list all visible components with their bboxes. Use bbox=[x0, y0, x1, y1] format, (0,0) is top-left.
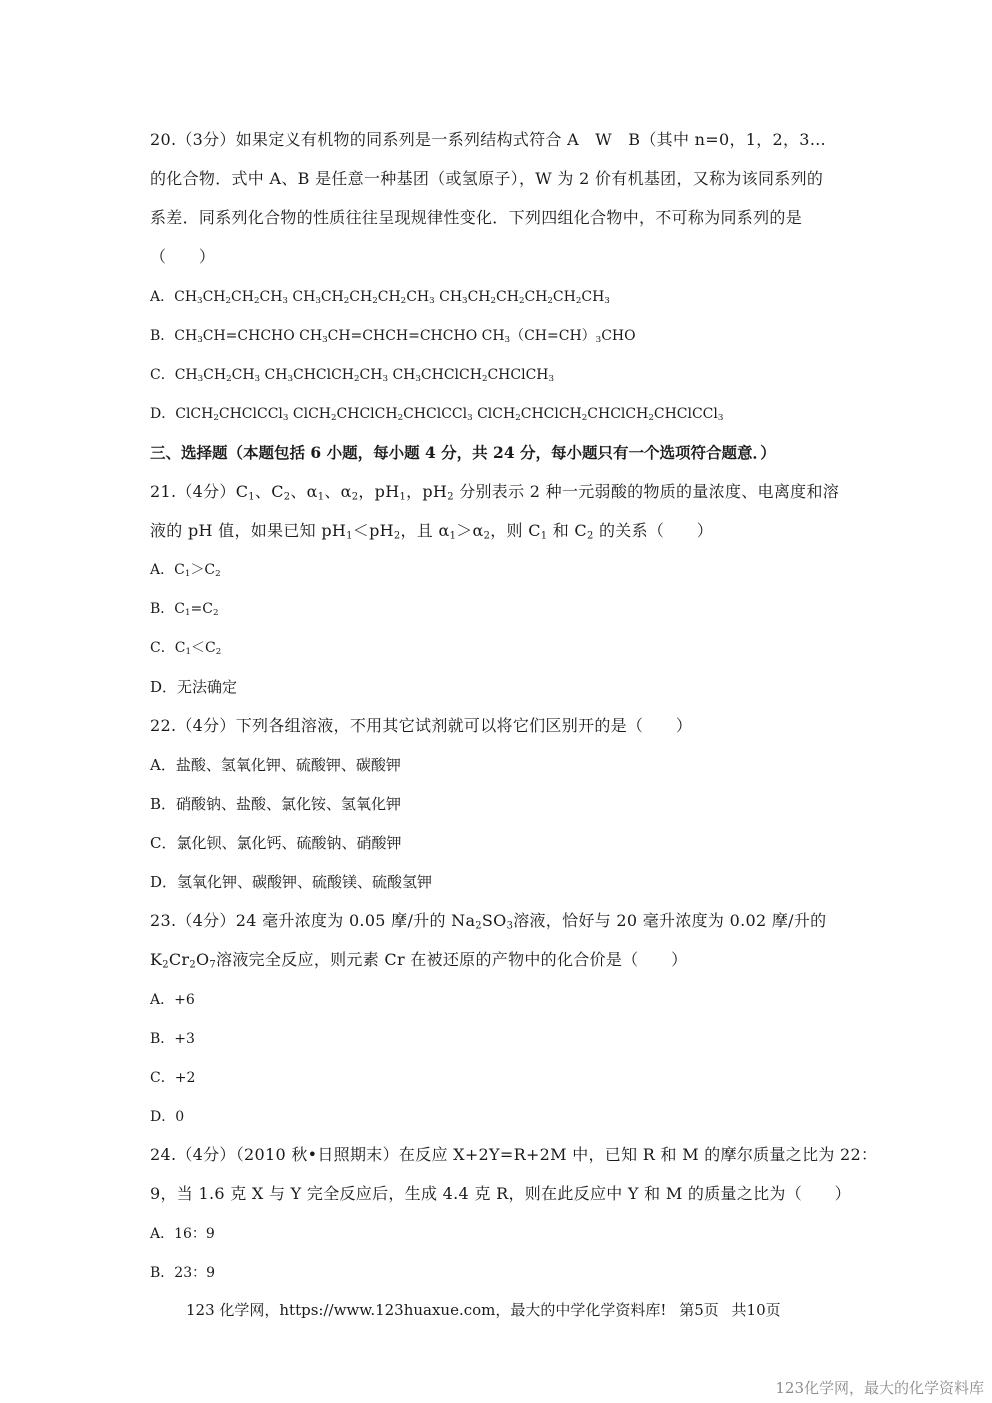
q23-option-d: D．0 bbox=[150, 1109, 185, 1125]
q24-option-a: A．16：9 bbox=[150, 1226, 215, 1242]
footer-total-pages: 共10页 bbox=[731, 1301, 781, 1319]
q22-option-d: D．氢氧化钾、碳酸钾、硫酸镁、硫酸氢钾 bbox=[150, 873, 433, 891]
q21-stem-line-2: 液的 pH 值，如果已知 $pH_1<pH_2$，且 $\alpha_1>\alpha_2$，则 $C_1$ 和 $C_2$ 的关系（ ） bbox=[150, 521, 714, 542]
q20-option-d: D．ClCH$_2$CHClCCl$_3$ ClCH$_2$CHClCH$_2$CHClCCl$_3$ ClCH$_2$CHClCH$_2$CHClCH$_2$CHClCCl$_3$ bbox=[150, 406, 724, 424]
q20-stem-line-1: 20.（3分）如果定义有机物的同系列是一系列结构式符合 A W B（其中 n=0，1，2，3… bbox=[150, 130, 827, 149]
q24-option-b: B．23：9 bbox=[150, 1265, 216, 1281]
page-footer bbox=[186, 1300, 789, 1320]
footer-site-text: 123 化学网，https://www.123huaxue.com，最大的中学化学资料库! bbox=[186, 1301, 667, 1319]
q23-stem-line-1: 23.（4分）24 毫升浓度为 0.05 摩/升的 $Na_2SO_3$溶液，恰好与 20 毫升浓度为 0.02 摩/升的 bbox=[150, 911, 827, 932]
q22-stem: 22.（4分）下列各组溶液，不用其它试剂就可以将它们区别开的是（ ） bbox=[150, 716, 693, 735]
q21-option-b: B．$C_1=C_2$ bbox=[150, 601, 219, 619]
q21-option-c: C．$C_1<C_2$ bbox=[150, 640, 222, 658]
q22-option-a: A．盐酸、氢氧化钾、硫酸钾、碳酸钾 bbox=[150, 756, 401, 774]
q20-stem-line-3: 系差．同系列化合物的性质往往呈现规律性变化．下列四组化合物中，不可称为同系列的是 bbox=[150, 208, 803, 227]
watermark-text: 123化学网，最大的化学资料库 bbox=[775, 1379, 984, 1397]
q24-stem-line-2: 9，当 1.6 克 X 与 Y 完全反应后，生成 4.4 克 R，则在此反应中 Y 和 M 的质量之比为（ ） bbox=[150, 1184, 851, 1203]
q21-stem-line-1: 21.（4分）$C_1$、$C_2$、$\alpha_1$、$\alpha_2$，$pH_1$，$pH_2$ 分别表示 2 种一元弱酸的物质的量浓度、电离度和溶 bbox=[150, 482, 840, 503]
footer-page-number: 第5页 bbox=[679, 1301, 719, 1319]
q24-stem-line-1: 24.（4分）（2010 秋•日照期末）在反应 X+2Y=R+2M 中，已知 R 和 M 的摩尔质量之比为 22： bbox=[150, 1145, 878, 1164]
q22-option-c: C．氯化钡、氯化钙、硫酸钠、硝酸钾 bbox=[150, 834, 402, 852]
q20-option-c: C．$CH_3CH_2CH_3$ $CH_3CHClCH_2CH_3$ $CH_3CHClCH_2CHClCH_3$ bbox=[150, 367, 555, 385]
q21-option-a: A．$C_1>C_2$ bbox=[150, 562, 221, 580]
q20-stem-line-4: （ ） bbox=[150, 247, 216, 266]
q23-option-a: A．+6 bbox=[150, 992, 195, 1008]
q23-option-b: B．+3 bbox=[150, 1031, 195, 1047]
q23-option-c: C．+2 bbox=[150, 1070, 196, 1086]
q20-stem-line-2: 的化合物．式中 A、B 是任意一种基团（或氢原子），W 为 2 价有机基团，又称为该同系列的 bbox=[150, 169, 824, 188]
section-heading: 三、选择题（本题包括 6 小题，每小题 4 分，共 24 分，每小题只有一个选项符合题意．） bbox=[150, 443, 776, 462]
q23-stem-line-2: $K_2Cr_2O_7$溶液完全反应，则元素 Cr 在被还原的产物中的化合价是（ ） bbox=[150, 950, 688, 971]
q21-option-d: D．无法确定 bbox=[150, 678, 238, 696]
q20-option-a: A．$CH_3CH_2CH_2CH_3$ $CH_3CH_2CH_2CH_2CH_3$ $CH_3CH_2CH_2CH_2CH_2CH_3$ bbox=[150, 289, 610, 307]
q20-option-b: B．$CH_3CH=CHCHO$ $CH_3CH=CHCH=CHCHO$ $CH_3(CH=CH)_3CHO$ bbox=[150, 328, 636, 346]
q22-option-b: B．硝酸钠、盐酸、氯化铵、氢氧化钾 bbox=[150, 795, 402, 813]
